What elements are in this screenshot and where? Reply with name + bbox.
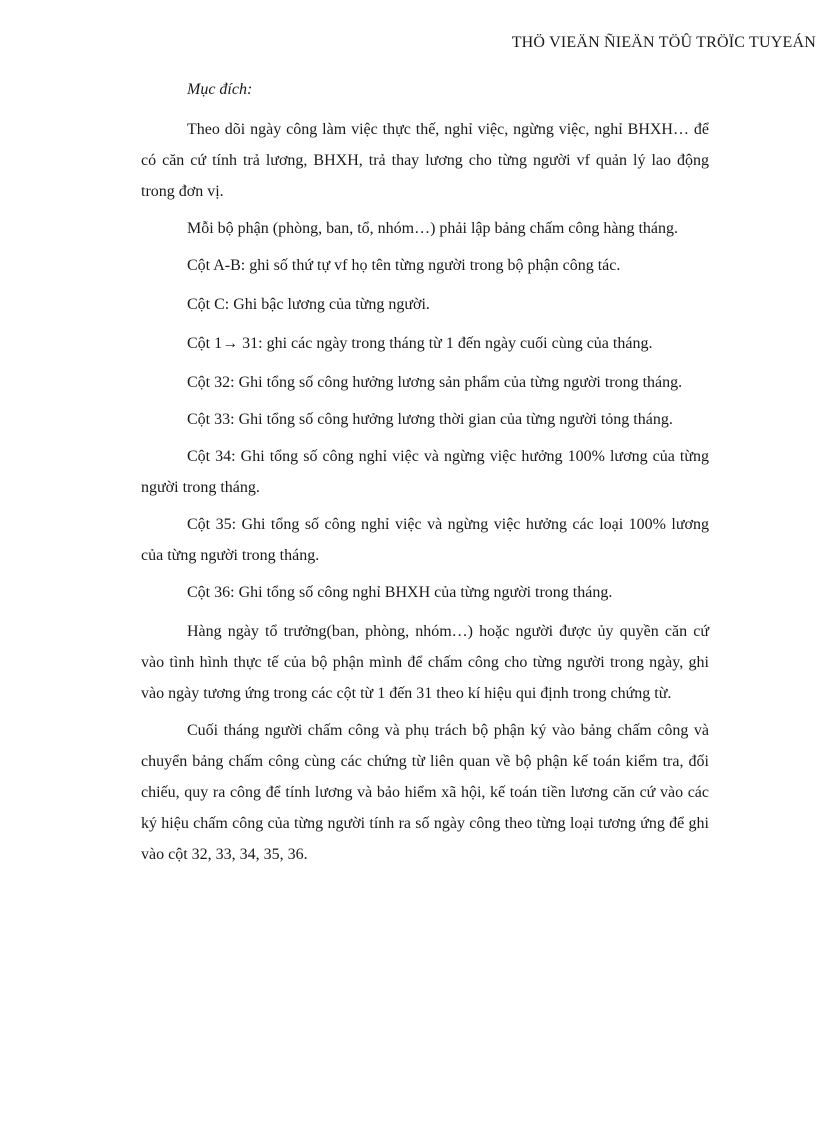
paragraph-column-c: Cột C: Ghi bậc lương của từng người.	[187, 296, 430, 313]
paragraph-column-1-31: Cột 1→ 31: ghi các ngày trong tháng từ 1 đến ngày cuối cùng của tháng.	[187, 335, 653, 352]
paragraph-column-35: Cột 35: Ghi tổng số công nghỉ việc và ngừng việc hưởng các loại 100% lương của từng người trong tháng.	[141, 516, 709, 564]
paragraph-column-32: Cột 32: Ghi tổng số công hưởng lương sản phẩm của từng người trong tháng.	[187, 374, 683, 391]
paragraph-month-end: Cuối tháng người chấm công và phụ trách bộ phận ký vào bảng chấm công và chuyển bảng chấm công cùng các chứng từ liên quan về bộ phận kế toán kiểm tra, đối chiếu, quy ra công để tính lương và bảo hiểm xã hội, kế toán tiền lương căn cứ vào các ký hiệu chấm công của từng người tính ra số ngày công theo từng loại tương ứng để ghi vào cột 32, 33, 34, 35, 36.	[141, 722, 709, 863]
paragraph-department: Mỗi bộ phận (phòng, ban, tổ, nhóm…) phải lập bảng chấm công hàng tháng.	[187, 220, 679, 237]
paragraph-purpose: Theo dõi ngày công làm việc thực thế, nghỉ việc, ngừng việc, nghỉ BHXH… để có căn cứ tính trả lương, BHXH, trả thay lương cho từng người vf quản lý lao động trong đơn vị.	[141, 121, 709, 200]
section-heading: Mục đích:	[187, 81, 253, 98]
paragraph-column-36: Cột 36: Ghi tổng số công nghỉ BHXH của từng người trong tháng.	[187, 584, 613, 601]
paragraph-daily-timekeeping: Hàng ngày tổ trưởng(ban, phòng, nhóm…) hoặc người được ủy quyền căn cứ vào tình hình thực tế của bộ phận mình để chấm công cho từng người trong ngày, ghi vào ngày tương ứng trong các cột từ 1 đến 31 theo kí hiệu qui định trong chứng từ.	[141, 623, 709, 702]
paragraph-column-a-b: Cột A-B: ghi số thứ tự vf họ tên từng người trong bộ phận công tác.	[187, 257, 621, 274]
paragraph-column-34: Cột 34: Ghi tổng số công nghỉ việc và ngừng việc hưởng 100% lương của từng người trong tháng.	[141, 448, 709, 496]
page-header: THÖ VIEÄN ÑIEÄN TÖÛ TRÖÏC TUYEÁN	[511, 34, 816, 51]
document-body	[141, 74, 709, 876]
paragraph-column-33: Cột 33: Ghi tổng số công hưởng lương thời gian của từng người tỏng tháng.	[187, 411, 673, 428]
